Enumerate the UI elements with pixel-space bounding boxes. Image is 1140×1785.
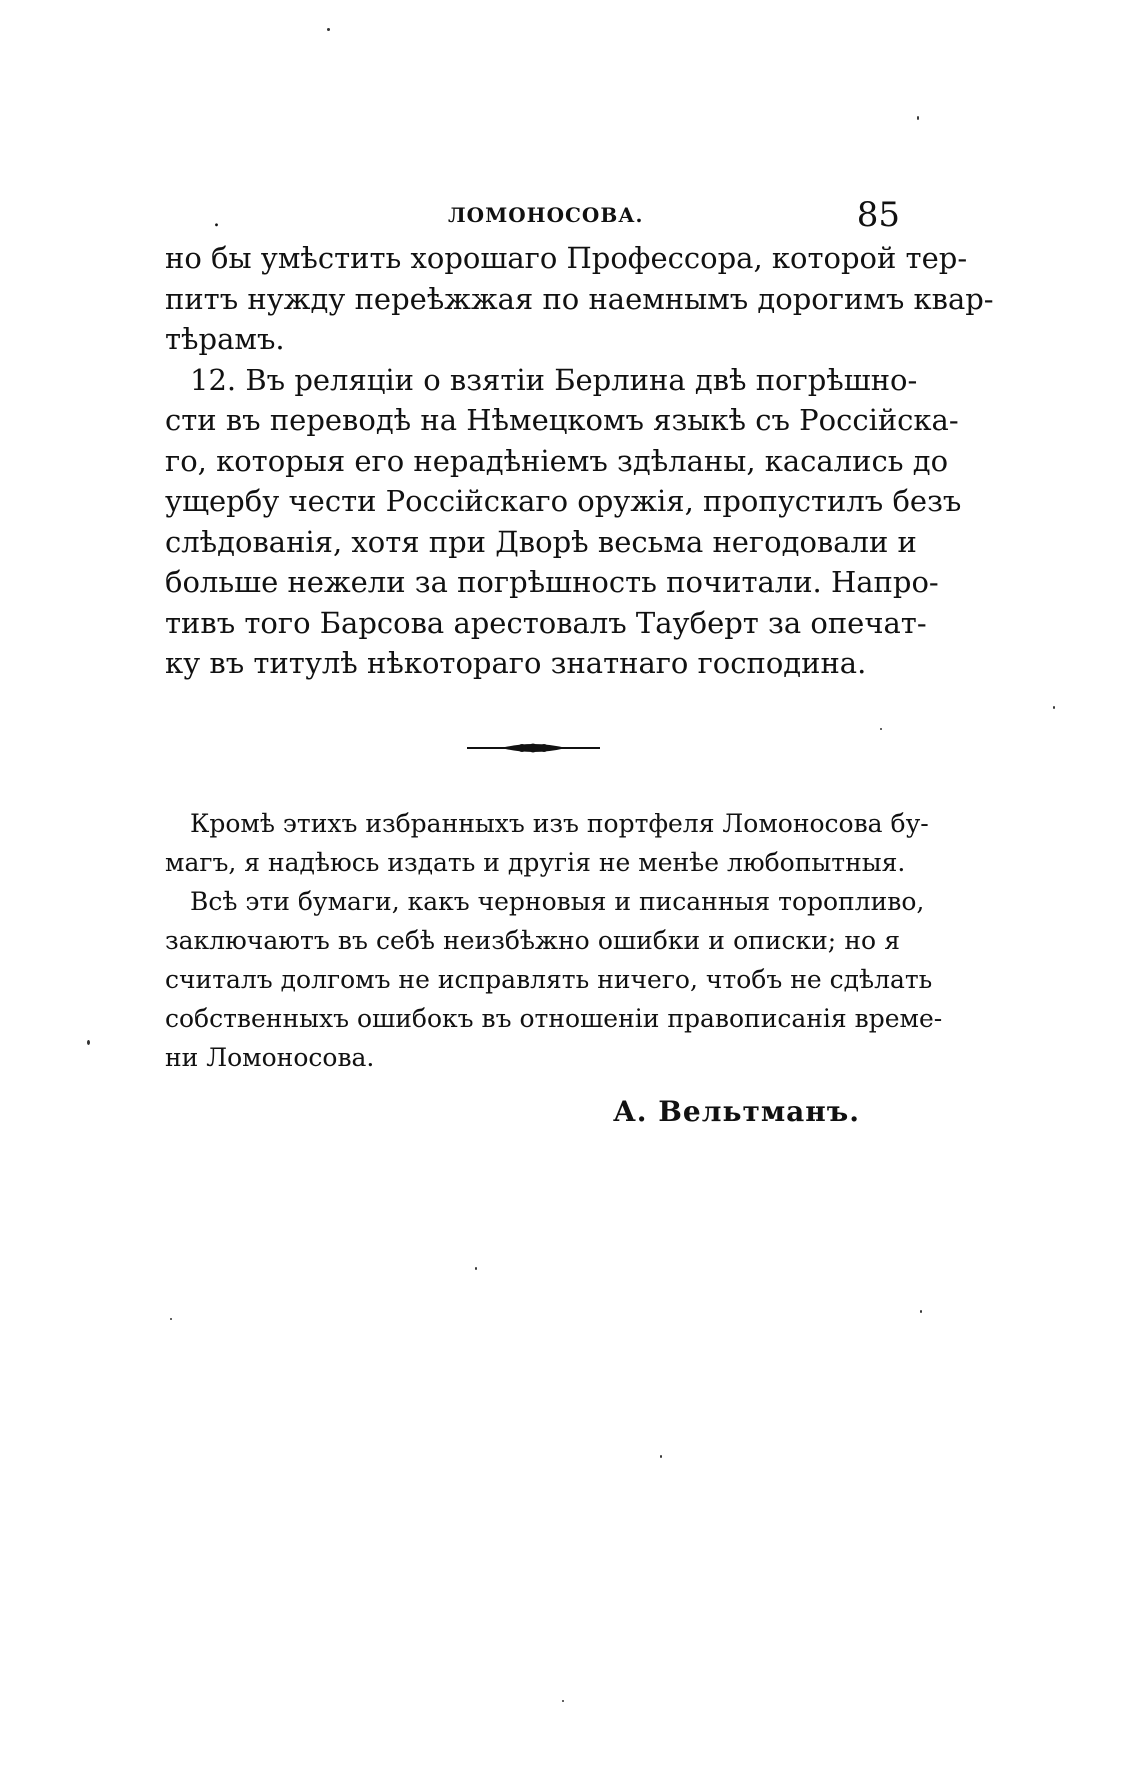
paper-speck [170, 1318, 172, 1320]
text-line: ни Ломоносова. [165, 1043, 375, 1072]
text-line: слѣдованія, хотя при Дворѣ весьма негодовали и [165, 524, 917, 559]
page-header [165, 195, 900, 235]
text-line: тивъ того Барсова арестовалъ Тауберт за опечат- [165, 605, 927, 640]
text-line: питъ нужду переѣжжая по наемнымъ дорогимъ квар- [165, 281, 994, 316]
paper-speck [562, 1700, 564, 1702]
paper-speck [660, 1455, 662, 1458]
text-line: Кромѣ этихъ избранныхъ изъ портфеля Ломоносова бу- [190, 809, 929, 838]
paper-speck [917, 116, 919, 120]
running-title: ЛОМОНОСОВА. [448, 203, 644, 227]
text-line: считалъ долгомъ не исправлять ничего, чтобъ не сдѣлать [165, 965, 933, 994]
text-line: ущербу чести Россійскаго оружія, пропустилъ безъ [165, 484, 962, 518]
text-line: но бы умѣстить хорошаго Профессора, которой тер- [165, 241, 968, 275]
paper-speck [880, 728, 882, 730]
text-line: сти въ переводѣ на Нѣмецкомъ языкѣ съ Россійска- [165, 403, 959, 437]
section-divider-ornament [467, 741, 600, 755]
text-line: заключаютъ въ себѣ неизбѣжно ошибки и описки; но я [165, 926, 900, 955]
text-line: тѣрамъ. [165, 322, 285, 356]
paper-speck [1053, 706, 1055, 709]
paper-speck [87, 1040, 90, 1045]
paper-speck [920, 1310, 922, 1313]
paper-speck [475, 1267, 477, 1270]
author-signature: А. Вельтманъ. [612, 1095, 860, 1128]
text-line: больше нежели за погрѣшность почитали. Напро- [165, 565, 939, 599]
text-line: магъ, я надѣюсь издать и другія не менѣе любопытныя. [165, 848, 906, 877]
afterword-block [165, 804, 943, 1077]
text-line: Всѣ эти бумаги, какъ черновыя и писанныя торопливо, [190, 887, 925, 916]
text-line: собственныхъ ошибокъ въ отношеніи правописанія време- [165, 1004, 943, 1033]
paper-speck [327, 28, 330, 31]
header-dot: . [213, 207, 220, 232]
text-line: 12. Въ реляціи о взятіи Берлина двѣ погрѣшно- [190, 362, 918, 397]
page-number: 85 [856, 195, 900, 235]
text-line: ку въ титулѣ нѣкотораго знатнаго господина. [165, 646, 867, 680]
main-text-block [165, 238, 994, 684]
text-line: го, которыя его нерадѣніемъ здѣланы, касались до [165, 443, 949, 478]
